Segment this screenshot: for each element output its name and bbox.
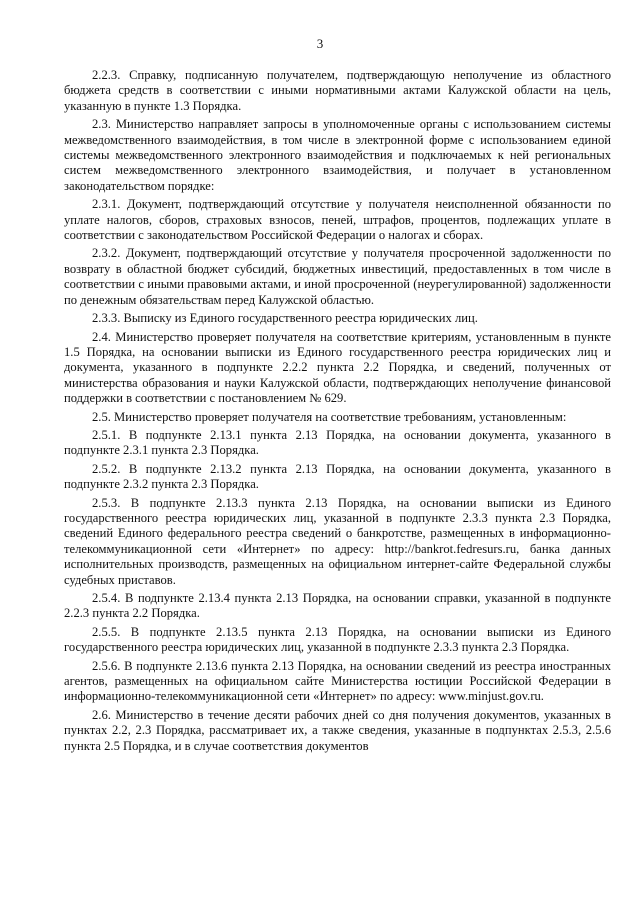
paragraph-2-3-1: 2.3.1. Документ, подтверждающий отсутствие у получателя неисполненной обязанности по уплате налогов, сборов, страховых взносов, пеней, штрафов, процентов, подлежащих уплате в соответствии с законодательством Российской Федерации о налогах и сборах. xyxy=(64,197,611,243)
paragraph-2-4: 2.4. Министерство проверяет получателя на соответствие критериям, установленным в пункте 1.5 Порядка, на основании выписки из Единого государственного реестра юридических лиц и документа, указанного в подпункте 2.2.2 пункта 2.2 Порядка, и сведений, полученных от министерства образования и науки Калужской области, подтверждающих неполучение финансовой поддержки в соответствии с постановлением № 629. xyxy=(64,329,611,406)
paragraph-2-5-6: 2.5.6. В подпункте 2.13.6 пункта 2.13 Порядка, на основании сведений из реестра иностранных агентов, размещенных на официальном сайте Министерства юстиции Российской Федерации в информационно-телекоммуникационной сети «Интернет» по адресу: www.minjust.gov.ru. xyxy=(64,658,611,704)
paragraph-2-5-2: 2.5.2. В подпункте 2.13.2 пункта 2.13 Порядка, на основании документа, указанного в подпункте 2.3.2 пункта 2.3 Порядка. xyxy=(64,461,611,492)
paragraph-2-5-1: 2.5.1. В подпункте 2.13.1 пункта 2.13 Порядка, на основании документа, указанного в подпункте 2.3.1 пункта 2.3 Порядка. xyxy=(64,427,611,458)
paragraph-2-3-2: 2.3.2. Документ, подтверждающий отсутствие у получателя просроченной задолженности по возврату в областной бюджет субсидий, бюджетных инвестиций, предоставленных в том числе в соответствии с иными правовыми актами, и иной просроченной (неурегулированной) задолженности по денежным обязательствам перед Калужской областью. xyxy=(64,246,611,307)
paragraph-2-6: 2.6. Министерство в течение десяти рабочих дней со дня получения документов, указанных в пунктах 2.2, 2.3 Порядка, рассматривает их, а также сведения, указанные в подпунктах 2.5.3, 2.5.6 пункта 2.5 Порядка, и в случае соответствия документов xyxy=(64,707,611,753)
paragraph-2-5-5: 2.5.5. В подпункте 2.13.5 пункта 2.13 Порядка, на основании выписки из Единого государственного реестра юридических лиц, указанной в подпункте 2.3.3 пункта 2.3 Порядка. xyxy=(64,624,611,655)
paragraph-2-5-4: 2.5.4. В подпункте 2.13.4 пункта 2.13 Порядка, на основании справки, указанной в подпункте 2.2.3 пункта 2.2 Порядка. xyxy=(64,591,611,621)
document-body xyxy=(64,68,611,757)
paragraph-2-2-3: 2.2.3. Справку, подписанную получателем, подтверждающую неполучение из областного бюджета средств в соответствии с иными нормативными актами Калужской области на цель, указанную в пункте 1.3 Порядка. xyxy=(64,68,611,113)
paragraph-2-3: 2.3. Министерство направляет запросы в уполномоченные органы с использованием системы межведомственного взаимодействия, в том числе в электронной форме с использованием единой системы межведомственного электронного взаимодействия и подключаемых к ней региональных систем межведомственного электронного взаимодействия, и получает в установленном законодательством порядке: xyxy=(64,117,611,193)
page-number: 3 xyxy=(316,36,324,51)
paragraph-2-5: 2.5. Министерство проверяет получателя на соответствие требованиям, установленным: xyxy=(92,409,567,424)
paragraph-2-3-3: 2.3.3. Выписку из Единого государственного реестра юридических лиц. xyxy=(92,311,478,326)
paragraph-2-5-3: 2.5.3. В подпункте 2.13.3 пункта 2.13 Порядка, на основании выписки из Единого государственного реестра юридических лиц, указанной в подпункте 2.3.3 пункта 2.3 Порядка, сведений Единого федерального реестра сведений о банкротстве, размещенных в информационно-телекоммуникационной сети «Интернет» по адресу: http://bankrot.fedresurs.ru, банка данных исполнительных производств, размещенных на официальном интернет-сайте Федеральной службы судебных приставов. xyxy=(64,495,611,587)
